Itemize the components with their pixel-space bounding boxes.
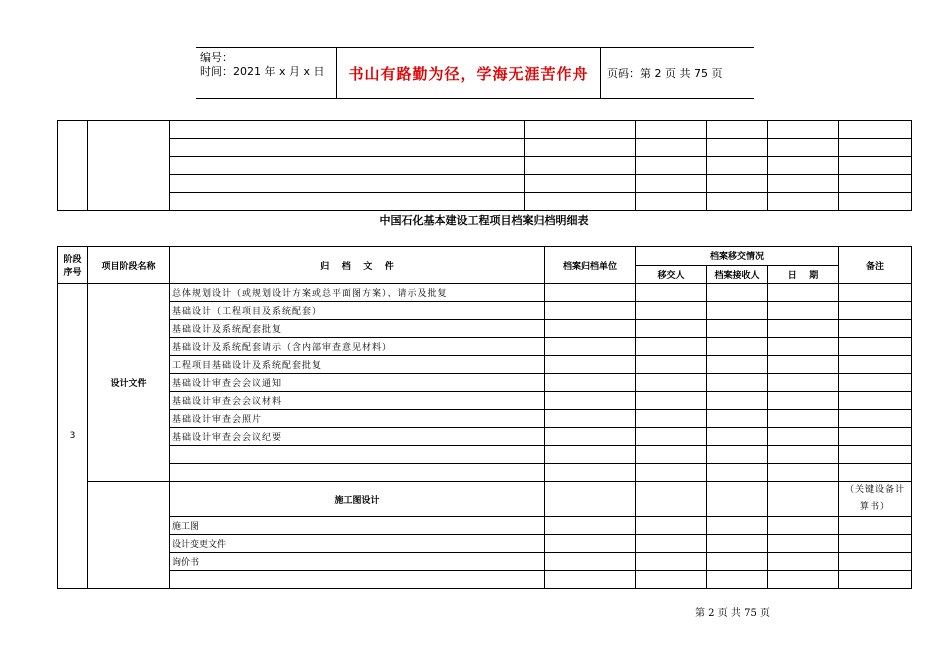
document-item: 基础设计（工程项目及系统配套） [170, 302, 545, 320]
construction-remark: （关键设备计算书） [839, 482, 912, 517]
table-row [58, 464, 912, 482]
table-row [58, 410, 912, 428]
table-row [58, 175, 912, 193]
header-documents: 归 档 文 件 [170, 247, 545, 284]
table-row [58, 446, 912, 464]
table-row [58, 338, 912, 356]
table-row [58, 535, 912, 553]
document-item: 总体规划设计（或规划设计方案或总平面图方案）、请示及批复 [170, 284, 545, 302]
header-remarks: 备注 [839, 247, 912, 284]
table-row [58, 571, 912, 589]
table-row [58, 193, 912, 211]
table-row [58, 553, 912, 571]
header-stage-no: 阶段序号 [58, 247, 88, 284]
table-row [58, 302, 912, 320]
time-label: 时间：2021 年 x 月 x 日 [200, 65, 325, 78]
table-row [58, 374, 912, 392]
archive-detail-table [57, 246, 912, 589]
table-row [58, 517, 912, 535]
document-item: 基础设计审查会会议纪要 [170, 428, 545, 446]
document-item: 基础设计审查会照片 [170, 410, 545, 428]
header-archive-unit: 档案归档单位 [545, 247, 636, 284]
table-row [58, 121, 912, 139]
stage-name-design: 设计文件 [88, 284, 170, 482]
table-row [58, 139, 912, 157]
construction-item: 询价书 [170, 553, 545, 571]
header-transferor: 移交人 [636, 265, 707, 284]
motto: 书山有路勤为径，学海无涯苦作舟 [337, 48, 601, 98]
document-item: 工程项目基础设计及系统配套批复 [170, 356, 545, 374]
table-row [58, 320, 912, 338]
header-meta [196, 48, 337, 98]
header-row [58, 247, 912, 266]
table-row [58, 284, 912, 302]
document-item: 基础设计及系统配套批复 [170, 320, 545, 338]
page-info: 页码：第 2 页 共 75 页 [607, 67, 723, 80]
previous-table-continuation [57, 120, 912, 211]
construction-title: 施工图设计 [170, 482, 545, 517]
table-title: 中国石化基本建设工程项目档案归档明细表 [379, 214, 589, 227]
header-receiver: 档案接收人 [707, 265, 768, 284]
number-label: 编号： [200, 51, 233, 64]
page-footer: 第 2 页 共 75 页 [695, 608, 770, 619]
stage-number: 3 [58, 284, 88, 589]
table-row [58, 428, 912, 446]
table-row [58, 392, 912, 410]
document-item: 基础设计审查会会议通知 [170, 374, 545, 392]
document-item: 基础设计审查会会议材料 [170, 392, 545, 410]
construction-item: 设计变更文件 [170, 535, 545, 553]
header-date: 日 期 [768, 265, 839, 284]
construction-item: 施工图 [170, 517, 545, 535]
page-header [196, 47, 754, 99]
table-row [58, 482, 912, 517]
header-transfer: 档案移交情况 [636, 247, 839, 266]
table-row [58, 157, 912, 175]
header-stage-name: 项目阶段名称 [88, 247, 170, 284]
table-row [58, 356, 912, 374]
document-item: 基础设计及系统配套请示（含内部审查意见材料） [170, 338, 545, 356]
